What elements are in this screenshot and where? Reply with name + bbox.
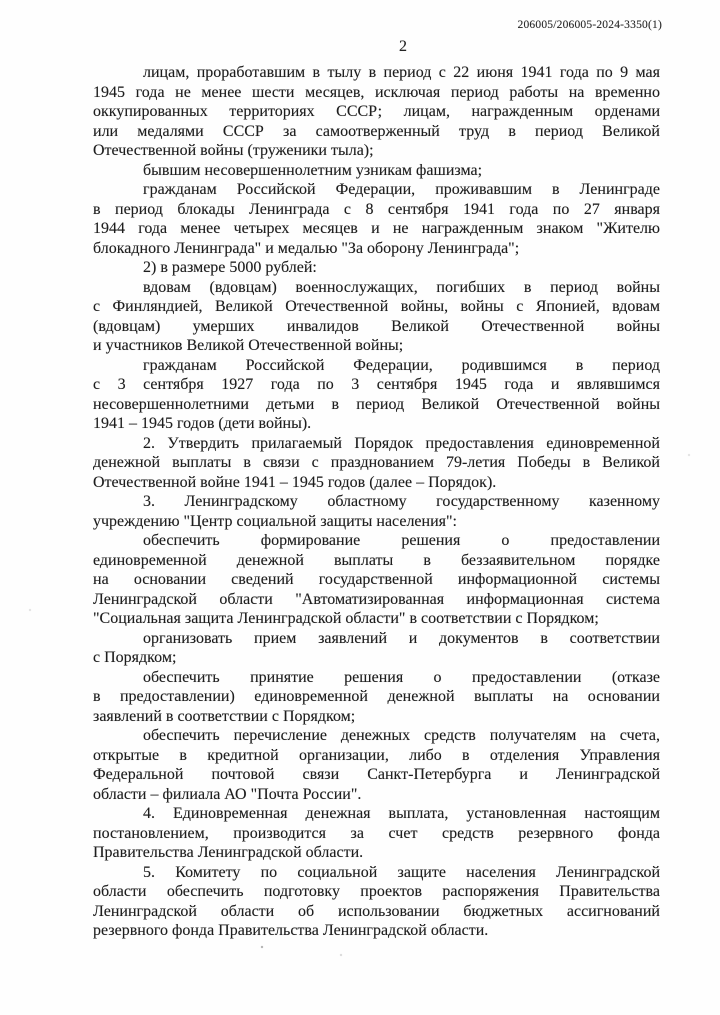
text-line: 2. Утвердить прилагаемый Порядок предоставления единовременной bbox=[143, 434, 660, 452]
text-line: лицам, проработавшим в тылу в период с 22 июня 1941 года по 9 мая bbox=[143, 64, 660, 81]
text-line: с Порядком; bbox=[93, 649, 177, 666]
paragraph bbox=[93, 63, 660, 161]
paragraph bbox=[93, 629, 660, 668]
text-line: гражданам Российской Федерации, родившимся в период bbox=[143, 356, 660, 374]
text-line: резервного фонда Правительства Ленинградской области. bbox=[93, 922, 489, 939]
text-line: несовершеннолетними детьми в период Великой Отечественной войны bbox=[93, 395, 660, 413]
paragraph bbox=[93, 492, 660, 531]
text-line: постановлением, производится за счет средств резервного фонда bbox=[93, 824, 660, 842]
text-line: области обеспечить подготовку проектов распоряжения Правительства bbox=[93, 883, 660, 900]
text-line: оккупированных территориях СССР; лицам, награжденным орденами bbox=[93, 103, 660, 120]
text-line: с 3 сентября 1927 года по 3 сентября 1945 года и являвшимся bbox=[93, 376, 660, 393]
text-line: Отечественной войне 1941 – 1945 годов (далее – Порядок). bbox=[93, 473, 497, 491]
text-line: Правительства Ленинградской области. bbox=[93, 844, 364, 861]
paragraph bbox=[93, 726, 660, 804]
paragraph bbox=[93, 804, 660, 863]
text-line: с Финляндией, Великой Отечественной войны, войны с Японией, вдовам bbox=[93, 298, 660, 315]
document-registration-number: 206005/206005-2024-3350(1) bbox=[517, 19, 662, 31]
text-line: и участников Великой Отечественной войны; bbox=[93, 337, 404, 354]
paragraph bbox=[93, 356, 660, 434]
text-line: гражданам Российской Федерации, проживавшим в Ленинграде bbox=[143, 181, 660, 198]
page-number: 2 bbox=[399, 38, 407, 55]
paragraph bbox=[93, 434, 660, 493]
text-line: области – филиала АО "Почта России". bbox=[93, 785, 362, 803]
paragraph bbox=[93, 258, 660, 278]
text-line: бывшим несовершеннолетним узникам фашизма; bbox=[143, 161, 483, 179]
text-line: "Социальная защита Ленинградской области" в соответствии с Порядком; bbox=[93, 610, 599, 627]
text-line: Ленинградской области об использовании бюджетных ассигнований bbox=[93, 902, 660, 920]
paragraph bbox=[93, 863, 660, 941]
text-line: 4. Единовременная денежная выплата, установленная настоящим bbox=[143, 805, 660, 822]
text-line: Ленинградской области "Автоматизированная информационная система bbox=[93, 590, 660, 608]
text-line: на основании сведений государственной информационной системы bbox=[93, 571, 660, 588]
text-line: учреждению "Центр социальной защиты населения": bbox=[93, 512, 457, 530]
paragraph bbox=[93, 531, 660, 629]
paragraph bbox=[93, 668, 660, 727]
text-line: 1941 – 1945 годов (дети войны). bbox=[93, 415, 312, 432]
text-line: 1944 года менее четырех месяцев и не награжденным знаком "Жителю bbox=[93, 220, 660, 237]
text-line: вдовам (вдовцам) военнослужащих, погибших в период войны bbox=[143, 278, 660, 296]
text-line: денежной выплаты в связи с празднованием 79-летия Победы в Великой bbox=[93, 454, 660, 471]
text-line: обеспечить формирование решения о предоставлении bbox=[143, 532, 660, 549]
text-line: или медалями СССР за самоотверженный труд в период Великой bbox=[93, 122, 660, 140]
paragraph bbox=[93, 180, 660, 258]
text-line: (вдовцам) умерших инвалидов Великой Отечественной войны bbox=[93, 317, 660, 335]
document-body bbox=[93, 63, 660, 941]
text-line: Отечественной войны (труженики тыла); bbox=[93, 142, 374, 159]
text-line: 5. Комитету по социальной защите населения Ленинградской bbox=[143, 863, 660, 881]
text-line: организовать прием заявлений и документов в соответствии bbox=[143, 629, 660, 647]
text-line: обеспечить перечисление денежных средств получателям на счета, bbox=[143, 727, 660, 744]
text-line: единовременной денежной выплаты в беззаявительном порядке bbox=[93, 551, 660, 569]
text-line: открытые в кредитной организации, либо в отделения Управления bbox=[93, 746, 660, 764]
text-line: 2) в размере 5000 рублей: bbox=[143, 259, 317, 276]
text-line: в предоставлении) единовременной денежной выплаты на основании bbox=[93, 688, 660, 705]
text-line: обеспечить принятие решения о предоставлении (отказе bbox=[143, 668, 660, 686]
text-line: Федеральной почтовой связи Санкт-Петербурга и Ленинградской bbox=[93, 766, 660, 783]
paragraph bbox=[93, 278, 660, 356]
text-line: 1945 года не менее шести месяцев, исключая период работы на временно bbox=[93, 83, 660, 101]
text-line: заявлений в соответствии с Порядком; bbox=[93, 707, 356, 725]
paragraph bbox=[93, 161, 660, 181]
text-line: блокадного Ленинграда" и медалью "За оборону Ленинграда"; bbox=[93, 239, 520, 257]
text-line: в период блокады Ленинграда с 8 сентября 1941 года по 27 января bbox=[93, 200, 660, 218]
text-line: 3. Ленинградскому областному государственному казенному bbox=[143, 493, 660, 510]
